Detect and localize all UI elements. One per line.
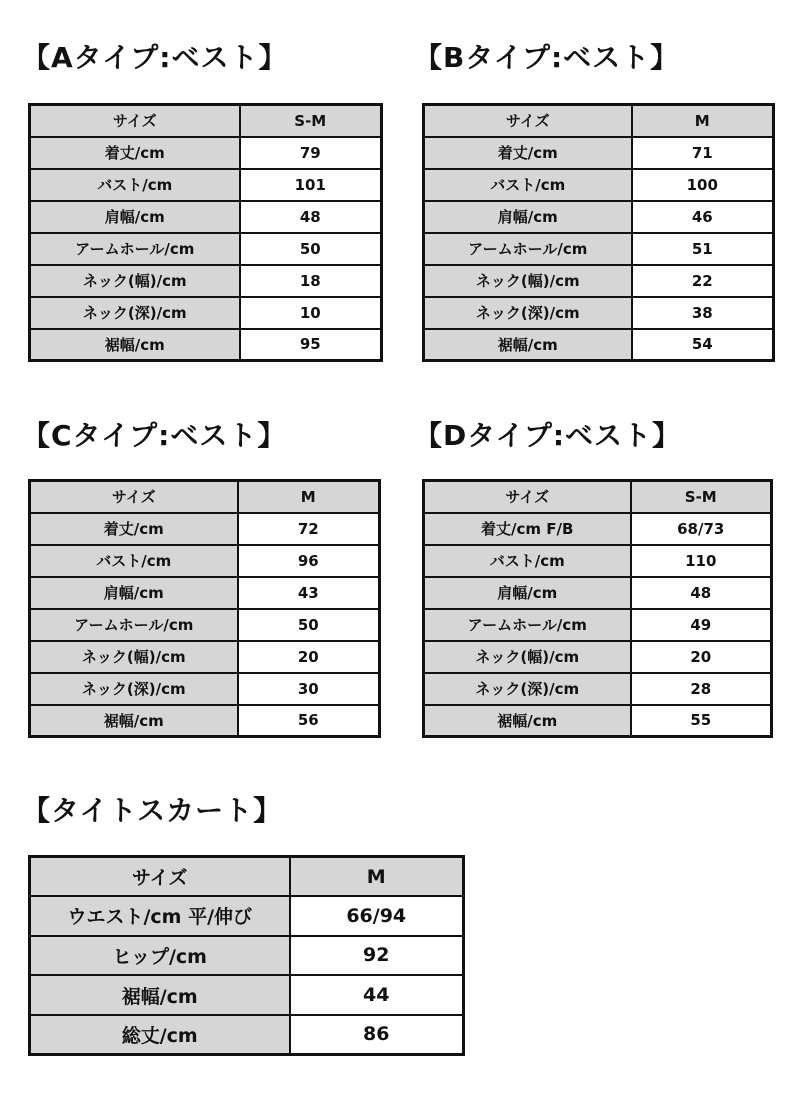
row-label: 着丈/cm	[424, 137, 632, 169]
table-row	[424, 577, 772, 609]
size-table-a	[28, 103, 383, 362]
row-label: 肩幅/cm	[424, 577, 631, 609]
header-label-cell: サイズ	[424, 105, 632, 137]
row-value: 100	[632, 169, 774, 201]
section-title: 【Cタイプ:ベスト】	[22, 419, 287, 452]
table-row	[30, 513, 380, 545]
table-row	[30, 975, 464, 1015]
table-row	[30, 1015, 464, 1055]
table-row	[30, 233, 382, 265]
header-label-cell: サイズ	[30, 481, 238, 513]
row-value: 48	[240, 201, 382, 233]
section-title: 【Bタイプ:ベスト】	[414, 41, 680, 74]
table-header-row	[30, 105, 382, 137]
size-table-c	[28, 479, 381, 738]
row-value: 66/94	[290, 896, 464, 936]
section-title: 【Aタイプ:ベスト】	[22, 41, 288, 74]
row-label: ネック(幅)/cm	[30, 265, 240, 297]
table-row	[424, 233, 774, 265]
table-row	[30, 577, 380, 609]
row-label: 肩幅/cm	[30, 201, 240, 233]
row-value: 68/73	[631, 513, 772, 545]
table-row	[424, 329, 774, 361]
row-value: 92	[290, 936, 464, 976]
table-row	[30, 641, 380, 673]
header-label-cell: サイズ	[424, 481, 631, 513]
table-row	[424, 297, 774, 329]
table-row	[30, 329, 382, 361]
row-label: バスト/cm	[30, 169, 240, 201]
row-value: 55	[631, 705, 772, 737]
header-label-cell: サイズ	[30, 857, 290, 897]
table-row	[424, 513, 772, 545]
row-value: 96	[238, 545, 380, 577]
table-header-row	[30, 481, 380, 513]
row-value: 50	[238, 609, 380, 641]
table-row	[30, 201, 382, 233]
table-row	[30, 936, 464, 976]
row-label: アームホール/cm	[30, 233, 240, 265]
row-value: 56	[238, 705, 380, 737]
table-row	[30, 265, 382, 297]
table-row	[30, 705, 380, 737]
table-row	[30, 609, 380, 641]
row-value: 95	[240, 329, 382, 361]
row-label: ネック(幅)/cm	[424, 265, 632, 297]
table-row	[424, 265, 774, 297]
header-size-cell: M	[238, 481, 380, 513]
row-label: バスト/cm	[424, 545, 631, 577]
row-value: 20	[238, 641, 380, 673]
header-size-cell: S-M	[631, 481, 772, 513]
table-row	[30, 297, 382, 329]
table-header-row	[424, 481, 772, 513]
row-label: 着丈/cm F/B	[424, 513, 631, 545]
table-row	[424, 545, 772, 577]
table-row	[424, 609, 772, 641]
table-row	[30, 545, 380, 577]
size-table-tight-skirt	[28, 855, 465, 1056]
table-row	[30, 137, 382, 169]
section-title: 【Dタイプ:ベスト】	[414, 419, 682, 452]
row-label: 着丈/cm	[30, 137, 240, 169]
row-label: 裾幅/cm	[424, 329, 632, 361]
row-label: アームホール/cm	[424, 609, 631, 641]
header-size-cell: M	[290, 857, 464, 897]
header-label-cell: サイズ	[30, 105, 240, 137]
section-title: 【タイトスカート】	[22, 794, 283, 827]
row-value: 38	[632, 297, 774, 329]
row-value: 49	[631, 609, 772, 641]
row-value: 101	[240, 169, 382, 201]
size-table-d	[422, 479, 773, 738]
row-label: 裾幅/cm	[30, 975, 290, 1015]
row-label: ネック(深)/cm	[30, 297, 240, 329]
header-size-cell: M	[632, 105, 774, 137]
row-label: バスト/cm	[424, 169, 632, 201]
row-value: 54	[632, 329, 774, 361]
row-value: 10	[240, 297, 382, 329]
row-label: 肩幅/cm	[424, 201, 632, 233]
table-header-row	[30, 857, 464, 897]
row-label: 着丈/cm	[30, 513, 238, 545]
row-value: 86	[290, 1015, 464, 1055]
row-label: 総丈/cm	[30, 1015, 290, 1055]
row-label: バスト/cm	[30, 545, 238, 577]
row-value: 46	[632, 201, 774, 233]
row-label: ネック(幅)/cm	[30, 641, 238, 673]
row-label: ネック(深)/cm	[424, 673, 631, 705]
row-value: 44	[290, 975, 464, 1015]
row-value: 28	[631, 673, 772, 705]
row-value: 71	[632, 137, 774, 169]
row-label: 裾幅/cm	[30, 329, 240, 361]
row-label: 裾幅/cm	[30, 705, 238, 737]
row-value: 50	[240, 233, 382, 265]
row-value: 30	[238, 673, 380, 705]
row-value: 79	[240, 137, 382, 169]
row-label: ネック(深)/cm	[30, 673, 238, 705]
size-table-b	[422, 103, 775, 362]
table-row	[424, 137, 774, 169]
row-label: ウエスト/cm 平/伸び	[30, 896, 290, 936]
row-value: 20	[631, 641, 772, 673]
table-header-row	[424, 105, 774, 137]
table-row	[424, 641, 772, 673]
header-size-cell: S-M	[240, 105, 382, 137]
row-value: 22	[632, 265, 774, 297]
row-label: ネック(幅)/cm	[424, 641, 631, 673]
row-value: 43	[238, 577, 380, 609]
row-value: 72	[238, 513, 380, 545]
table-row	[30, 673, 380, 705]
table-row	[30, 169, 382, 201]
row-label: ヒップ/cm	[30, 936, 290, 976]
row-label: 肩幅/cm	[30, 577, 238, 609]
row-label: アームホール/cm	[424, 233, 632, 265]
row-label: アームホール/cm	[30, 609, 238, 641]
row-value: 110	[631, 545, 772, 577]
row-value: 48	[631, 577, 772, 609]
table-row	[424, 201, 774, 233]
table-row	[30, 896, 464, 936]
table-row	[424, 169, 774, 201]
row-value: 51	[632, 233, 774, 265]
row-value: 18	[240, 265, 382, 297]
table-row	[424, 673, 772, 705]
table-row	[424, 705, 772, 737]
row-label: ネック(深)/cm	[424, 297, 632, 329]
row-label: 裾幅/cm	[424, 705, 631, 737]
